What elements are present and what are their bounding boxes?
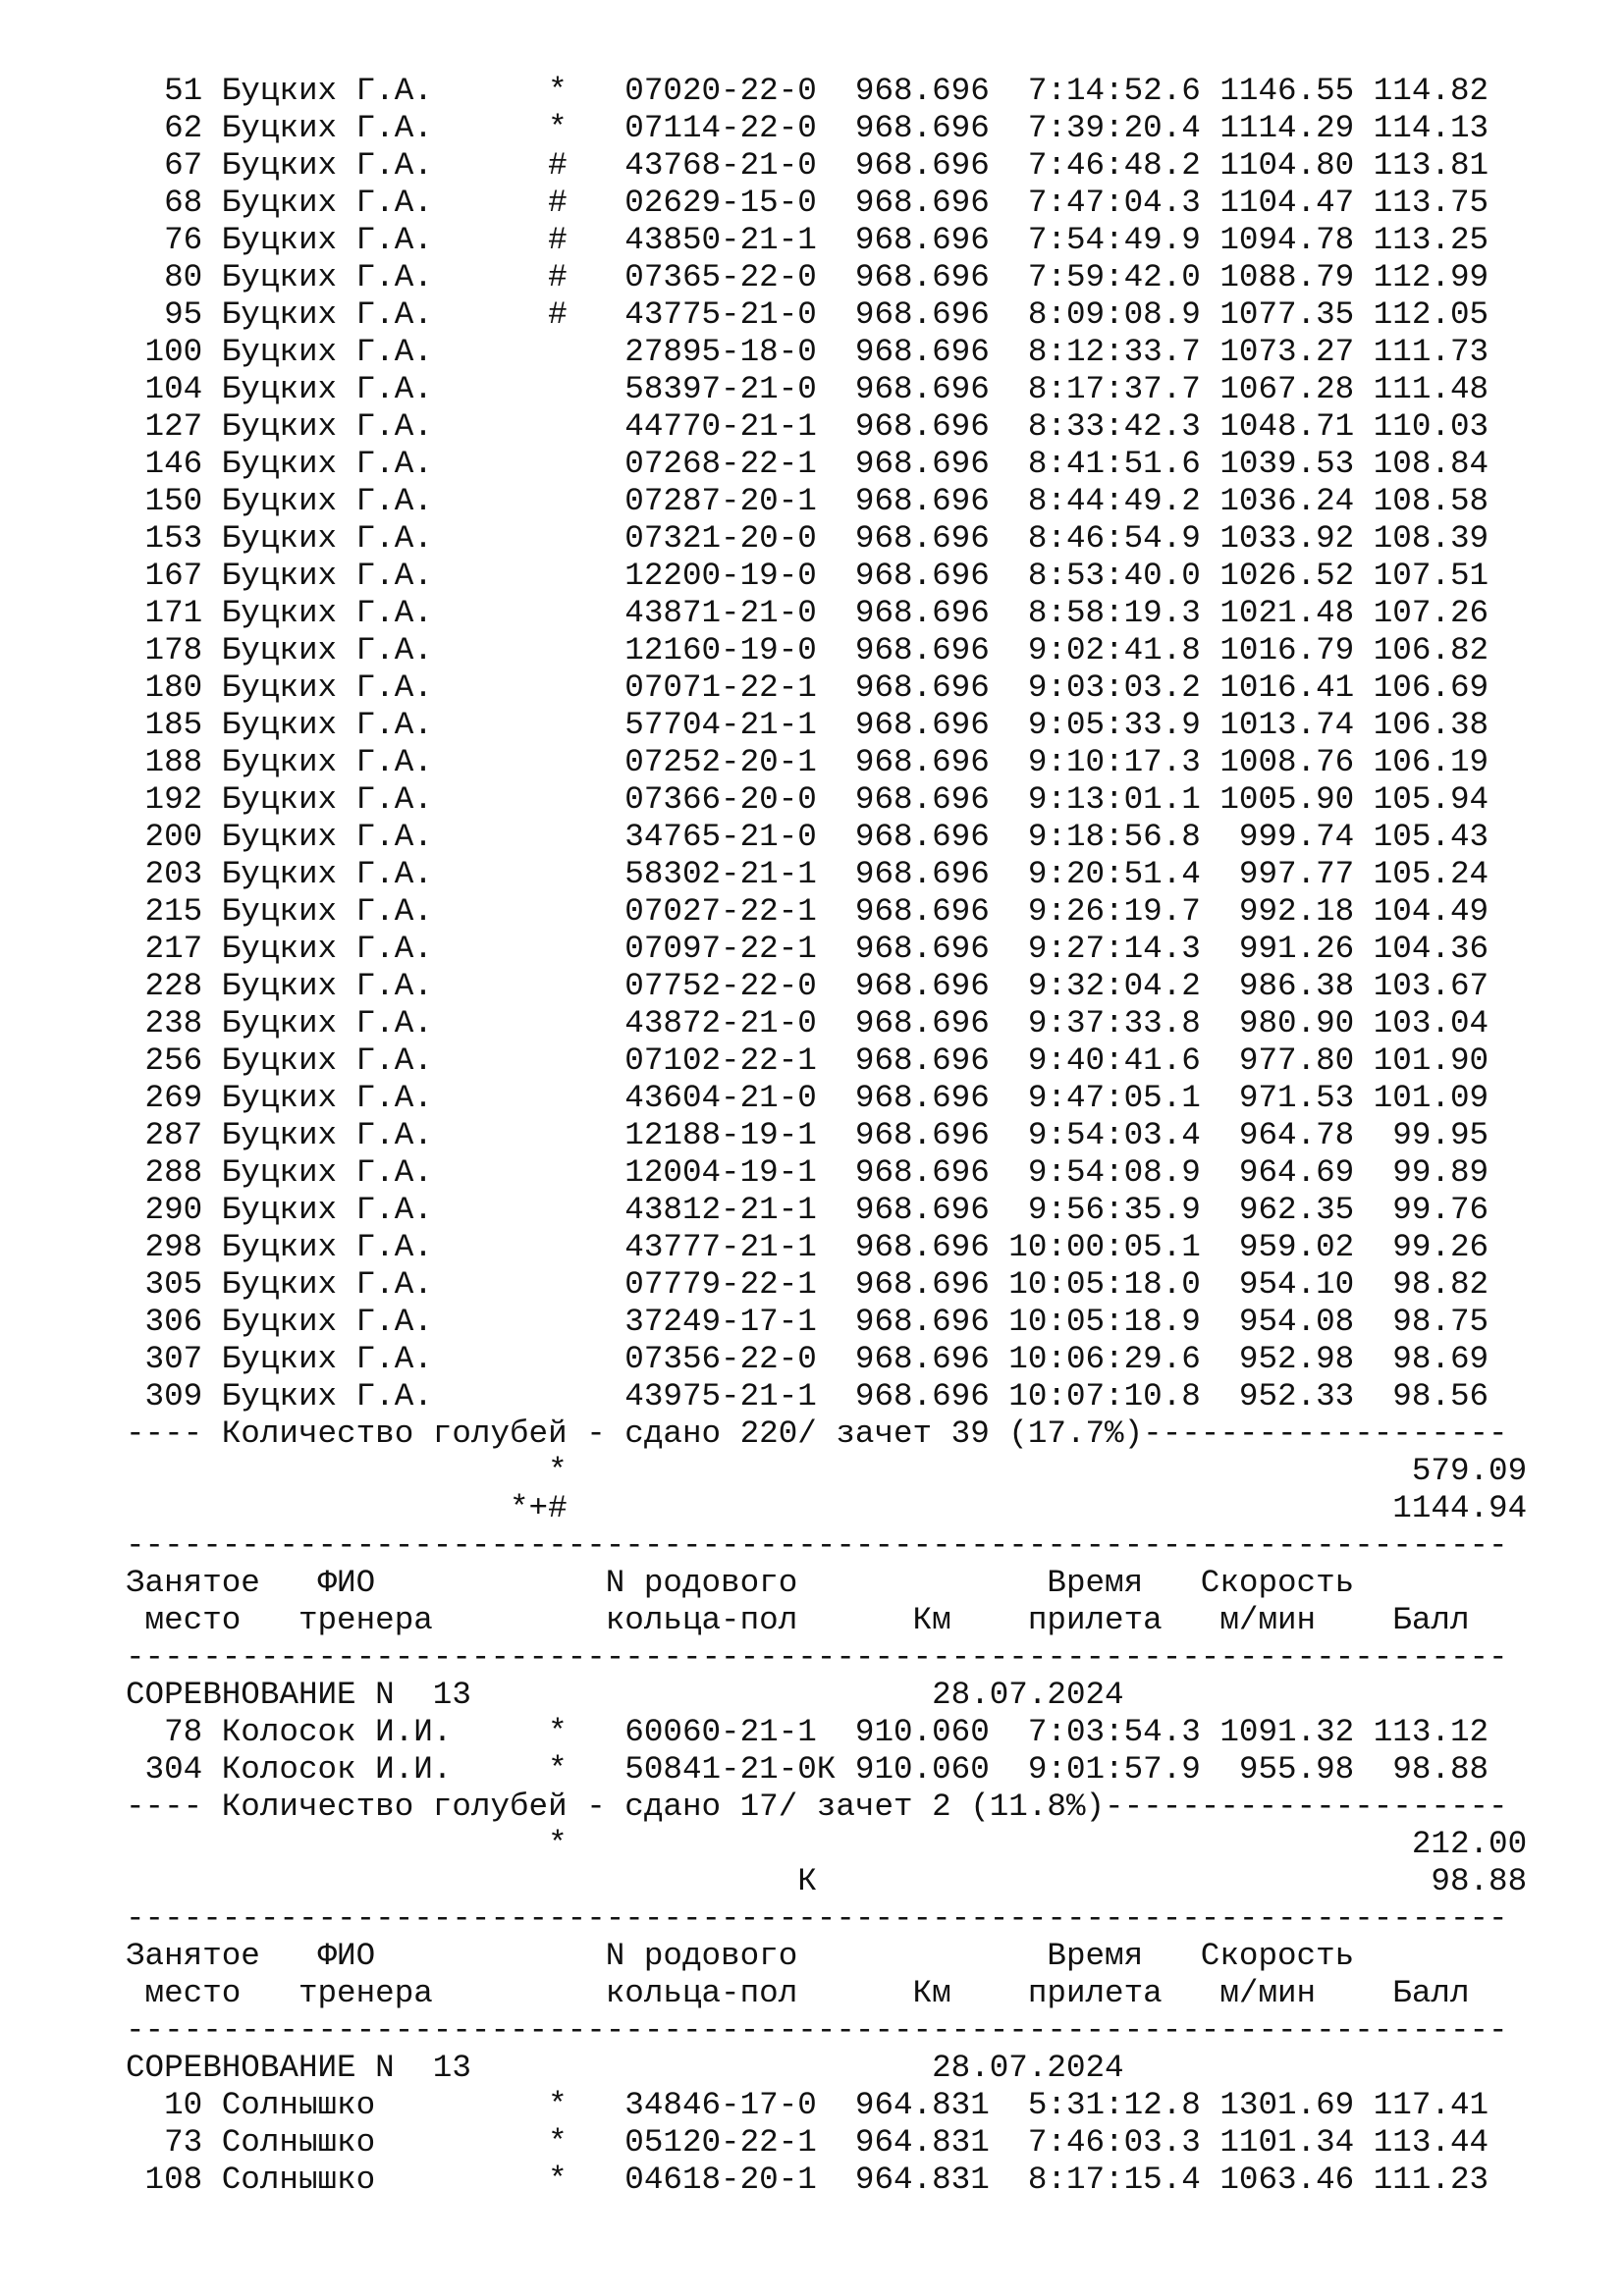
result-row: 10 Солнышко * 34846-17-0 964.831 5:31:12.8 1301.69 117.41 <box>126 2087 1489 2123</box>
section2-total-k: К 98.88 <box>126 1863 1528 1899</box>
section1-results <box>126 73 1527 1415</box>
section1-summary: ---- Количество голубей - сдано 220/ зачет 39 (17.7%)------------------- <box>126 1415 1508 1452</box>
result-row: 256 Буцких Г.А. 07102-22-1 968.696 9:40:41.6 977.80 101.90 <box>126 1042 1489 1079</box>
result-row: 192 Буцких Г.А. 07366-20-0 968.696 9:13:01.1 1005.90 105.94 <box>126 781 1489 818</box>
section3-results <box>126 2087 1527 2199</box>
result-row: 309 Буцких Г.А. 43975-21-1 968.696 10:07:10.8 952.33 98.56 <box>126 1378 1489 1415</box>
result-row: 290 Буцких Г.А. 43812-21-1 968.696 9:56:35.9 962.35 99.76 <box>126 1192 1489 1228</box>
result-row: 67 Буцких Г.А. # 43768-21-0 968.696 7:46:48.2 1104.80 113.81 <box>126 147 1489 184</box>
result-row: 228 Буцких Г.А. 07752-22-0 968.696 9:32:04.2 986.38 103.67 <box>126 968 1489 1004</box>
result-row: 153 Буцких Г.А. 07321-20-0 968.696 8:46:54.9 1033.92 108.39 <box>126 520 1489 557</box>
result-row: 238 Буцких Г.А. 43872-21-0 968.696 9:37:33.8 980.90 103.04 <box>126 1005 1489 1041</box>
result-row: 200 Буцких Г.А. 34765-21-0 968.696 9:18:56.8 999.74 105.43 <box>126 819 1489 855</box>
result-row: 287 Буцких Г.А. 12188-19-1 968.696 9:54:03.4 964.78 99.95 <box>126 1117 1489 1153</box>
result-row: 167 Буцких Г.А. 12200-19-0 968.696 8:53:40.0 1026.52 107.51 <box>126 558 1489 594</box>
result-row: 188 Буцких Г.А. 07252-20-1 968.696 9:10:17.3 1008.76 106.19 <box>126 744 1489 780</box>
result-row: 180 Буцких Г.А. 07071-22-1 968.696 9:03:03.2 1016.41 106.69 <box>126 669 1489 706</box>
result-row: 217 Буцких Г.А. 07097-22-1 968.696 9:27:14.3 991.26 104.36 <box>126 931 1489 967</box>
result-row: 307 Буцких Г.А. 07356-22-0 968.696 10:06:29.6 952.98 98.69 <box>126 1341 1489 1377</box>
result-row: 80 Буцких Г.А. # 07365-22-0 968.696 7:59:42.0 1088.79 112.99 <box>126 259 1489 295</box>
result-row: 62 Буцких Г.А. * 07114-22-0 968.696 7:39:20.4 1114.29 114.13 <box>126 110 1489 146</box>
separator: ------------------------------------------------------------------------ <box>126 1639 1508 1676</box>
result-row: 76 Буцких Г.А. # 43850-21-1 968.696 7:54:49.9 1094.78 113.25 <box>126 222 1489 258</box>
result-row: 306 Буцких Г.А. 37249-17-1 968.696 10:05:18.9 954.08 98.75 <box>126 1304 1489 1340</box>
header-line-1: Занятое ФИО N родового Время Скорость <box>126 1565 1355 1601</box>
result-row: 104 Буцких Г.А. 58397-21-0 968.696 8:17:37.7 1067.28 111.48 <box>126 371 1489 407</box>
results-document <box>126 73 1527 2199</box>
result-row: 100 Буцких Г.А. 27895-18-0 968.696 8:12:33.7 1073.27 111.73 <box>126 334 1489 370</box>
result-row: 288 Буцких Г.А. 12004-19-1 968.696 9:54:08.9 964.69 99.89 <box>126 1154 1489 1191</box>
result-row: 203 Буцких Г.А. 58302-21-1 968.696 9:20:51.4 997.77 105.24 <box>126 856 1489 892</box>
section2-competition: СОРЕВНОВАНИЕ N 13 28.07.2024 <box>126 1677 1124 1713</box>
result-row: 146 Буцких Г.А. 07268-22-1 968.696 8:41:51.6 1039.53 108.84 <box>126 446 1489 482</box>
result-row: 171 Буцких Г.А. 43871-21-0 968.696 8:58:19.3 1021.48 107.26 <box>126 595 1489 631</box>
result-row: 51 Буцких Г.А. * 07020-22-0 968.696 7:14:52.6 1146.55 114.82 <box>126 73 1489 109</box>
result-row: 95 Буцких Г.А. # 43775-21-0 968.696 8:09:08.9 1077.35 112.05 <box>126 296 1489 333</box>
result-row: 150 Буцких Г.А. 07287-20-1 968.696 8:44:49.2 1036.24 108.58 <box>126 483 1489 519</box>
section1-total-all: *+# 1144.94 <box>126 1490 1528 1526</box>
result-row: 185 Буцких Г.А. 57704-21-1 968.696 9:05:33.9 1013.74 106.38 <box>126 707 1489 743</box>
result-row: 269 Буцких Г.А. 43604-21-0 968.696 9:47:05.1 971.53 101.09 <box>126 1080 1489 1116</box>
header-line-2: место тренера кольца-пол Км прилета м/мин Балл <box>126 1602 1470 1638</box>
section2-total-star: * 212.00 <box>126 1826 1528 1862</box>
result-row: 78 Колосок И.И. * 60060-21-1 910.060 7:03:54.3 1091.32 113.12 <box>126 1714 1489 1750</box>
separator: ------------------------------------------------------------------------ <box>126 1527 1508 1564</box>
separator: ------------------------------------------------------------------------ <box>126 1900 1508 1937</box>
result-row: 215 Буцких Г.А. 07027-22-1 968.696 9:26:19.7 992.18 104.49 <box>126 893 1489 930</box>
section2-results <box>126 1714 1527 1789</box>
section3-competition: СОРЕВНОВАНИЕ N 13 28.07.2024 <box>126 2050 1124 2086</box>
result-row: 108 Солнышко * 04618-20-1 964.831 8:17:15.4 1063.46 111.23 <box>126 2162 1489 2198</box>
result-row: 68 Буцких Г.А. # 02629-15-0 968.696 7:47:04.3 1104.47 113.75 <box>126 185 1489 221</box>
header-line-1: Занятое ФИО N родового Время Скорость <box>126 1938 1355 1974</box>
result-row: 305 Буцких Г.А. 07779-22-1 968.696 10:05:18.0 954.10 98.82 <box>126 1266 1489 1303</box>
result-row: 73 Солнышко * 05120-22-1 964.831 7:46:03.3 1101.34 113.44 <box>126 2124 1489 2161</box>
result-row: 127 Буцких Г.А. 44770-21-1 968.696 8:33:42.3 1048.71 110.03 <box>126 408 1489 445</box>
section1-total-star: * 579.09 <box>126 1453 1528 1489</box>
result-row: 304 Колосок И.И. * 50841-21-0К 910.060 9:01:57.9 955.98 98.88 <box>126 1751 1489 1788</box>
separator: ------------------------------------------------------------------------ <box>126 2012 1508 2049</box>
header-line-2: место тренера кольца-пол Км прилета м/мин Балл <box>126 1975 1470 2011</box>
section2-summary: ---- Количество голубей - сдано 17/ зачет 2 (11.8%)--------------------- <box>126 1789 1508 1825</box>
result-row: 178 Буцких Г.А. 12160-19-0 968.696 9:02:41.8 1016.79 106.82 <box>126 632 1489 668</box>
result-row: 298 Буцких Г.А. 43777-21-1 968.696 10:00:05.1 959.02 99.26 <box>126 1229 1489 1265</box>
